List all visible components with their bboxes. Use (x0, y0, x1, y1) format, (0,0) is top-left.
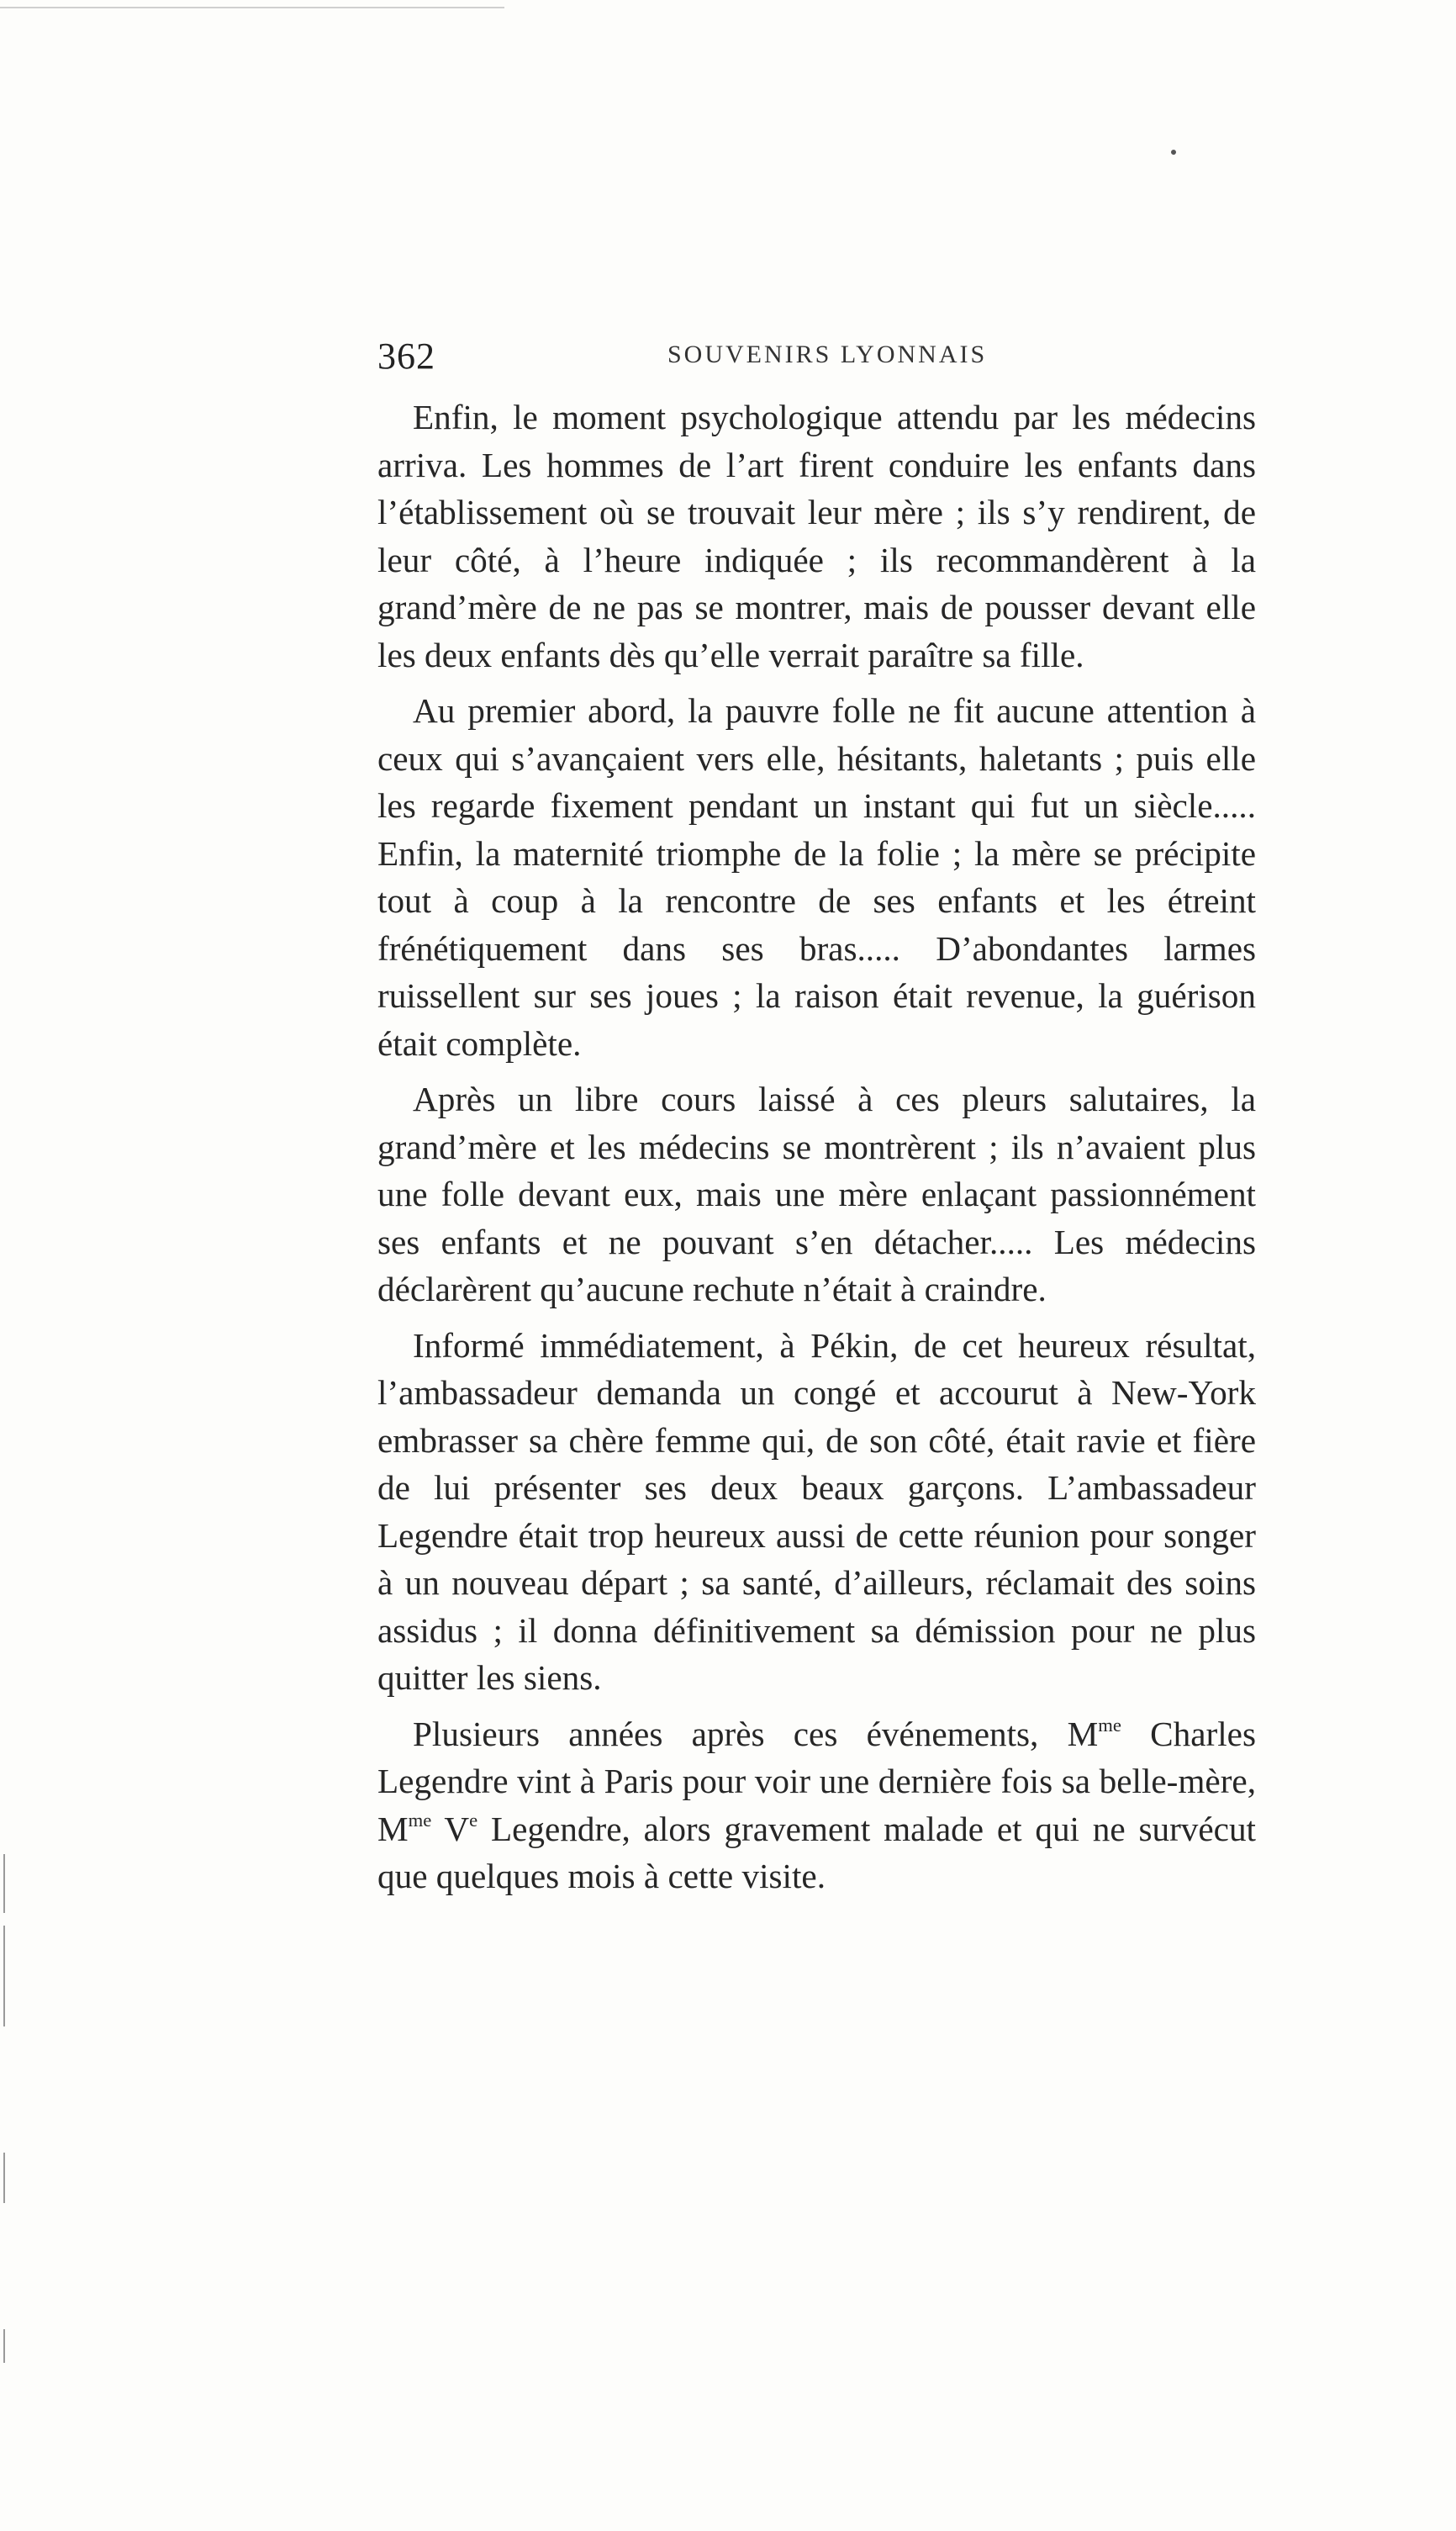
body-text (377, 394, 1256, 1909)
scan-dot (1171, 150, 1176, 155)
superscript: e (469, 1809, 478, 1831)
paragraph: Informé immédiatement, à Pékin, de cet heureux résultat, l’ambassadeur demanda un congé et accourut à New-York embrasser sa chère femme qui, de son côté, était ravie et fière de lui présenter ses deux beaux garçons. L’ambassadeur Legendre était trop heureux aussi de cette réunion pour songer à un nouveau départ ; sa santé, d’ailleurs, réclamait des soins assidus ; il donna définitivement sa démission pour ne plus quitter les siens. (377, 1325, 1256, 1697)
paragraph: Enfin, le moment psychologique attendu par les médecins arriva. Les hommes de l’art firent conduire les enfants dans l’établissement où se trouvait leur mère ; ils s’y rendirent, de leur côté, à l’heure indiquée ; ils recommandèrent à la grand’mère de ne pas se montrer, mais de pousser devant elle les deux enfants dès qu’elle verrait paraître sa fille. (377, 398, 1256, 674)
running-head: SOUVENIRS LYONNAIS (667, 341, 988, 368)
superscript: me (408, 1809, 432, 1831)
margin-tick (3, 2153, 5, 2203)
scan-top-rule (0, 7, 504, 8)
text-run: Plusieurs années après ces événements, M (413, 1714, 1099, 1753)
margin-tick (3, 1926, 5, 2026)
margin-tick (3, 1854, 5, 1913)
page-header (377, 335, 1260, 385)
page-number: 362 (377, 336, 435, 377)
paragraph: Au premier abord, la pauvre folle ne fit aucune attention à ceux qui s’avançaient vers elle, hésitants, haletants ; puis elle les regarde fixement pendant un instant qui fut un siècle..... Enfin, la maternité triomphe de la folie ; la mère se précipite tout à coup à la rencontre de ses enfants et les étreint frénétiquement dans ses bras..... D’abondantes larmes ruissellent sur ses joues ; la raison était revenue, la guérison était complète. (377, 691, 1256, 1063)
superscript: me (1098, 1714, 1121, 1736)
text-run: V (431, 1809, 470, 1848)
paragraph: Après un libre cours laissé à ces pleurs salutaires, la grand’mère et les médecins se montrèrent ; ils n’avaient plus une folle devant eux, mais une mère enlaçant passionnément ses enfants et ne pouvant s’en détacher..... Les médecins déclarèrent qu’aucune rechute n’était à craindre. (377, 1080, 1256, 1308)
paragraph-last (377, 1710, 1256, 1900)
text-run: Legendre, alors gravement malade et qui ne survécut que quelques mois à cette visite. (377, 1809, 1257, 1895)
margin-tick (3, 2329, 5, 2363)
text-run: Charles Legendre vint à Paris pour voir une dernière fois sa belle-mère, M (377, 1714, 1256, 1848)
